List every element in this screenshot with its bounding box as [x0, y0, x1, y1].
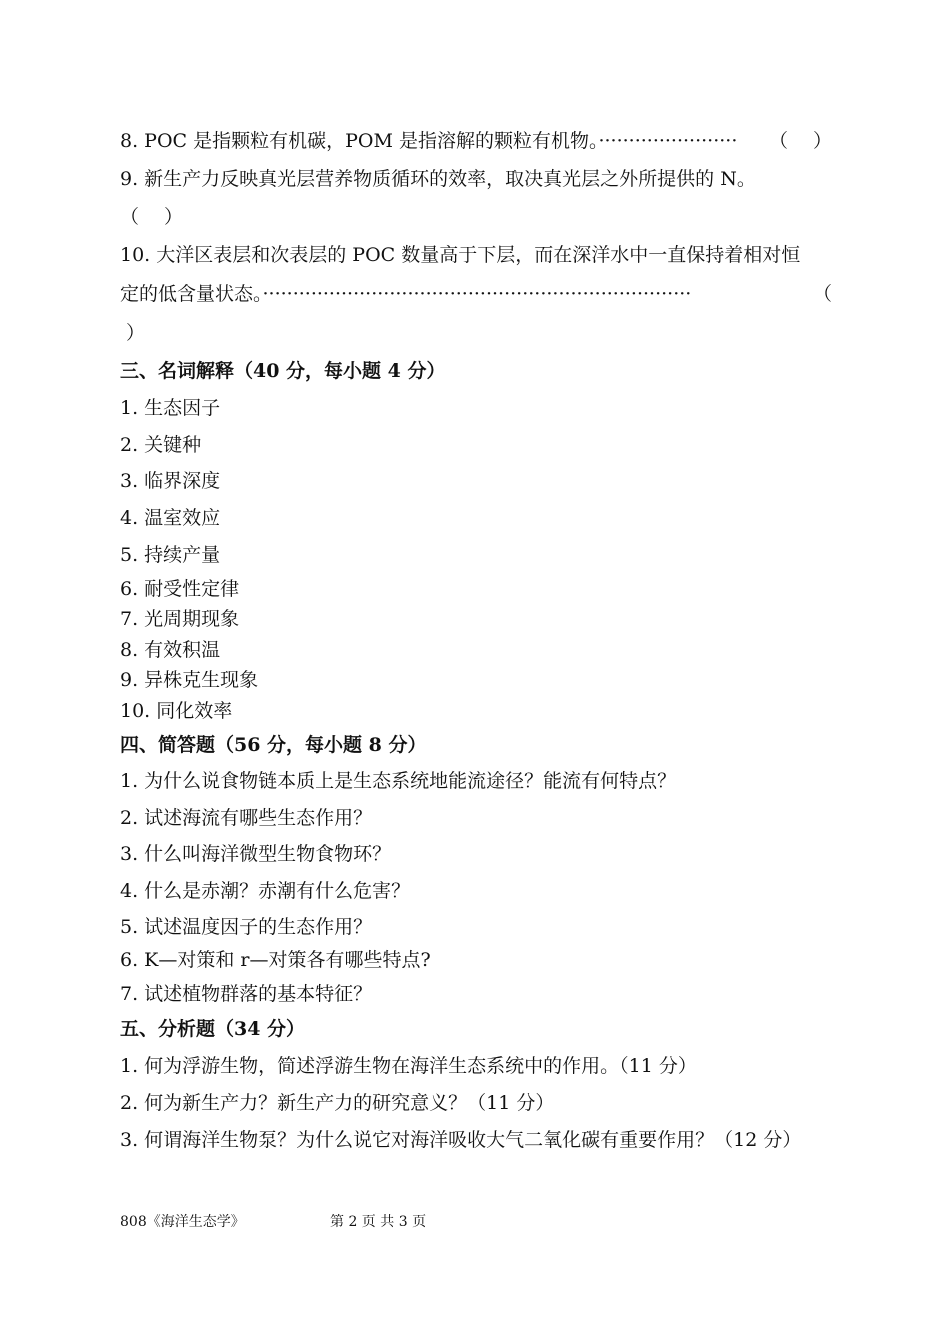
footer-course: 808《海洋生态学》 — [120, 1214, 245, 1230]
section-5-item: 3. 何谓海洋生物泵？为什么说它对海洋吸收大气二氧化碳有重要作用？（12 分） — [120, 1129, 802, 1151]
tf-question-10-paren-open: （ — [812, 283, 832, 305]
section-5-item: 2. 何为新生产力？新生产力的研究意义？（11 分） — [120, 1092, 555, 1114]
section-4-item: 6. K—对策和 r—对策各有哪些特点? — [120, 949, 431, 971]
section-4-item: 7. 试述植物群落的基本特征？ — [120, 983, 373, 1005]
section-3-item: 6. 耐受性定律 — [120, 578, 240, 600]
section-3-title: 三、名词解释（40 分，每小题 4 分） — [120, 360, 446, 382]
section-5-item: 1. 何为浮游生物，简述浮游生物在海洋生态系统中的作用。（11 分） — [120, 1055, 697, 1077]
section-3-item: 7. 光周期现象 — [120, 608, 240, 630]
section-3-item: 2. 关键种 — [120, 434, 202, 456]
section-4-item: 3. 什么叫海洋微型生物食物环？ — [120, 843, 392, 865]
tf-question-10-text: 定的低含量状态。······································································· — [120, 283, 692, 305]
tf-question-9-paren: （ ） — [120, 206, 184, 228]
tf-question-9: 9. 新生产力反映真光层营养物质循环的效率，取决真光层之外所提供的 N。 — [120, 168, 756, 190]
section-3-item: 1. 生态因子 — [120, 397, 221, 419]
section-3-item: 5. 持续产量 — [120, 544, 221, 566]
tf-question-8-text: 8. POC 是指颗粒有机碳，POM 是指溶解的颗粒有机物。······················· — [120, 130, 738, 152]
tf-question-10-line-1: 10. 大洋区表层和次表层的 POC 数量高于下层，而在深洋水中一直保持着相对恒 — [120, 244, 801, 266]
section-3-item: 4. 温室效应 — [120, 507, 221, 529]
section-4-title: 四、简答题（56 分，每小题 8 分） — [120, 734, 427, 756]
section-3-item: 8. 有效积温 — [120, 639, 221, 661]
tf-question-8-paren: （ ） — [768, 130, 832, 152]
section-4-item: 1. 为什么说食物链本质上是生态系统地能流途径？能流有何特点？ — [120, 770, 677, 792]
section-4-item: 4. 什么是赤潮？赤潮有什么危害？ — [120, 880, 411, 902]
tf-question-8 — [120, 129, 832, 153]
section-3-item: 9. 异株克生现象 — [120, 669, 259, 691]
section-3-item: 10. 同化效率 — [120, 700, 233, 722]
tf-question-10-line-2 — [120, 282, 832, 306]
section-4-item: 5. 试述温度因子的生态作用？ — [120, 916, 373, 938]
tf-question-10-paren-close: ） — [126, 322, 146, 344]
section-3-item: 3. 临界深度 — [120, 470, 221, 492]
section-4-item: 2. 试述海流有哪些生态作用？ — [120, 807, 373, 829]
section-5-title: 五、分析题（34 分） — [120, 1018, 306, 1040]
footer-page-number: 第 2 页 共 3 页 — [330, 1214, 427, 1230]
